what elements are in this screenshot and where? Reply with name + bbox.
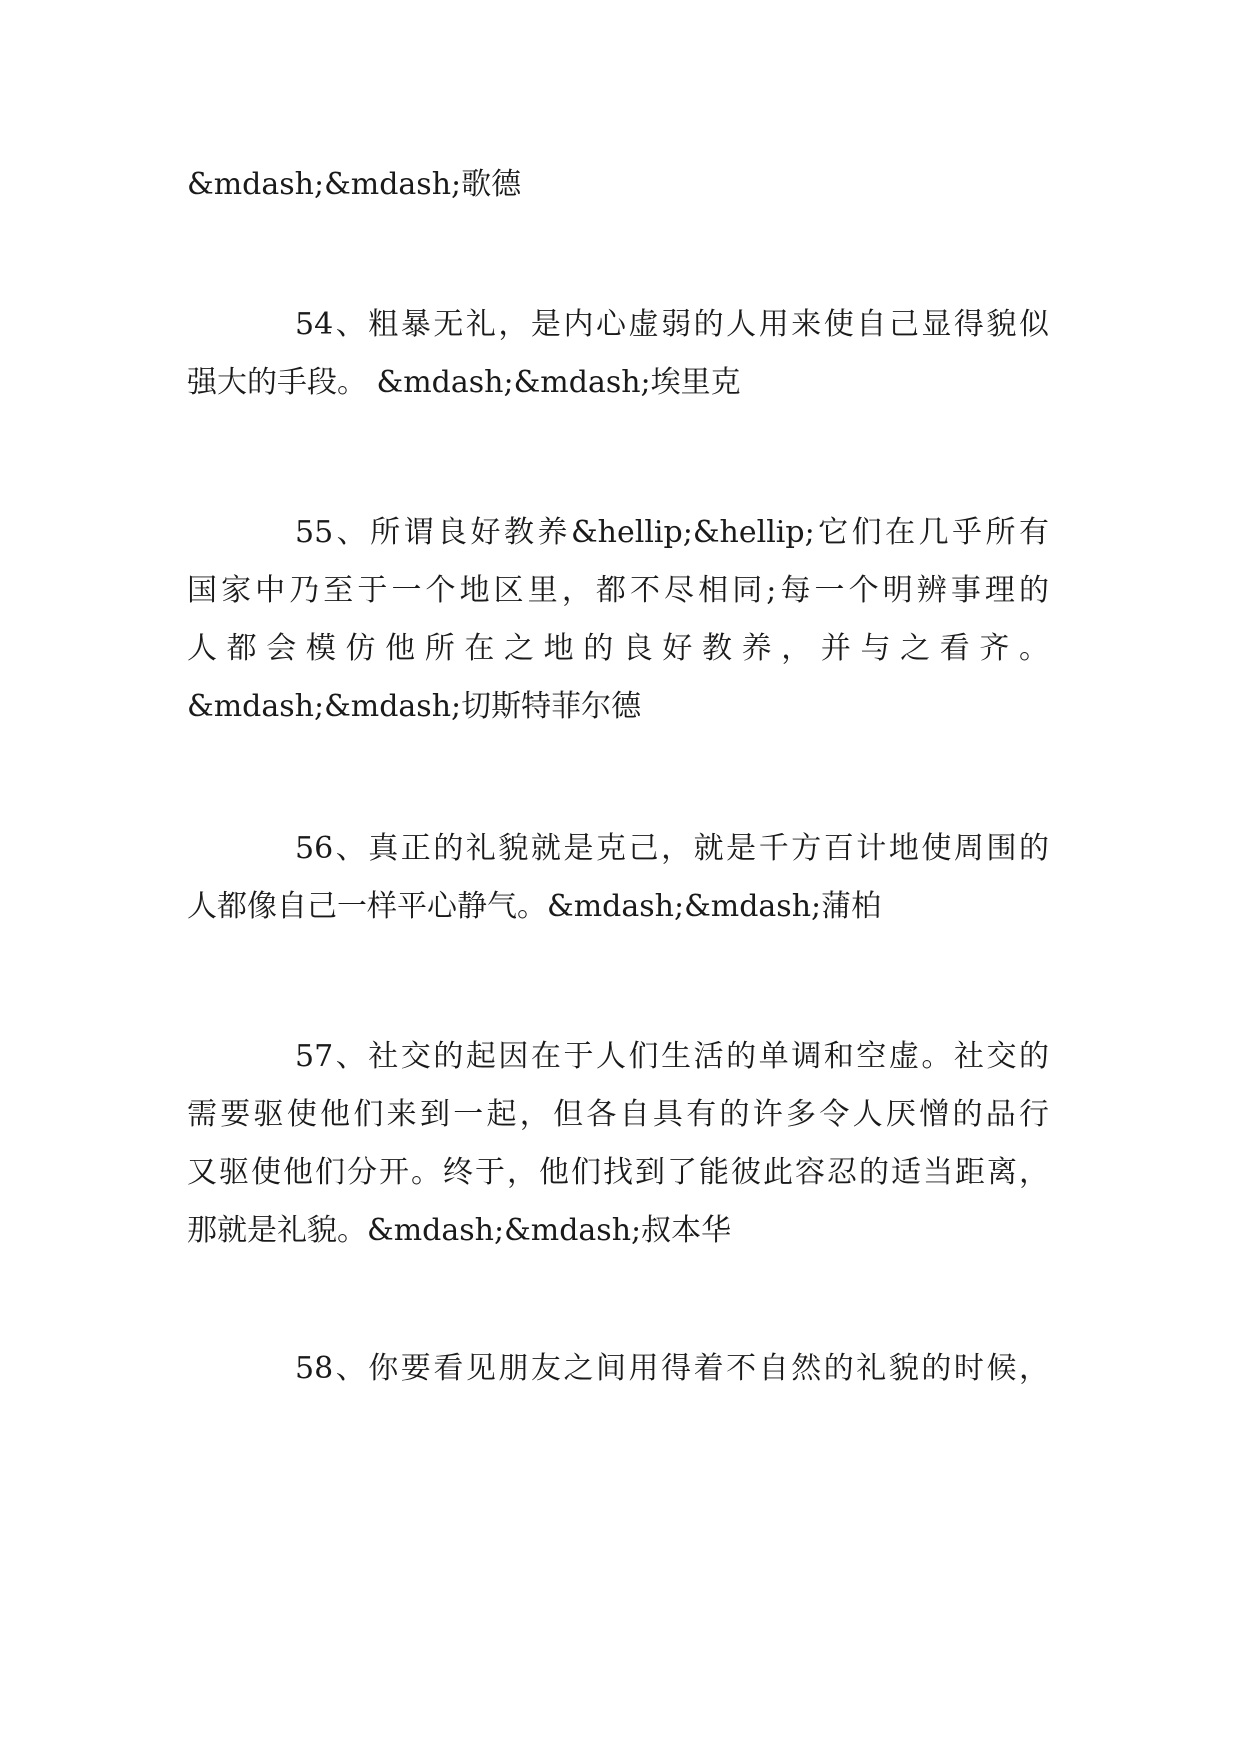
paragraph-line: &mdash;&mdash;切斯特菲尔德 bbox=[187, 689, 642, 724]
paragraph-line: 国家中乃至于一个地区里，都不尽相同;每一个明辨事理的 bbox=[187, 573, 1049, 608]
paragraph-line: 需要驱使他们来到一起，但各自具有的许多令人厌憎的品行 bbox=[187, 1097, 1049, 1132]
paragraph-line: 那就是礼貌。&mdash;&mdash;叔本华 bbox=[187, 1213, 732, 1248]
paragraph-line: 又驱使他们分开。终于，他们找到了能彼此容忍的适当距离， bbox=[187, 1155, 1049, 1190]
paragraph-line: 人都像自己一样平心静气。&mdash;&mdash;蒲柏 bbox=[187, 889, 882, 924]
paragraph-line: 55、所谓良好教养&hellip;&hellip;它们在几乎所有 bbox=[295, 515, 1049, 550]
paragraph-line: 58、你要看见朋友之间用得着不自然的礼貌的时候， bbox=[295, 1351, 1049, 1386]
paragraph-58 bbox=[187, 1340, 1049, 1398]
paragraph-57 bbox=[187, 1028, 1049, 1260]
paragraph-55 bbox=[187, 504, 1049, 736]
paragraph-line: 人都会模仿他所在之地的良好教养，并与之看齐。 bbox=[187, 631, 1049, 666]
paragraph-goethe-attribution bbox=[187, 156, 1049, 214]
paragraph-line: 56、真正的礼貌就是克己，就是千方百计地使周围的 bbox=[295, 831, 1049, 866]
paragraph-line: 强大的手段。 &mdash;&mdash;埃里克 bbox=[187, 365, 741, 400]
paragraph-54 bbox=[187, 296, 1049, 412]
paragraph-line: &mdash;&mdash;歌德 bbox=[187, 167, 522, 202]
paragraph-line: 57、社交的起因在于人们生活的单调和空虚。社交的 bbox=[295, 1039, 1049, 1074]
paragraph-line: 54、粗暴无礼，是内心虚弱的人用来使自己显得貌似 bbox=[295, 307, 1049, 342]
paragraph-56 bbox=[187, 820, 1049, 936]
